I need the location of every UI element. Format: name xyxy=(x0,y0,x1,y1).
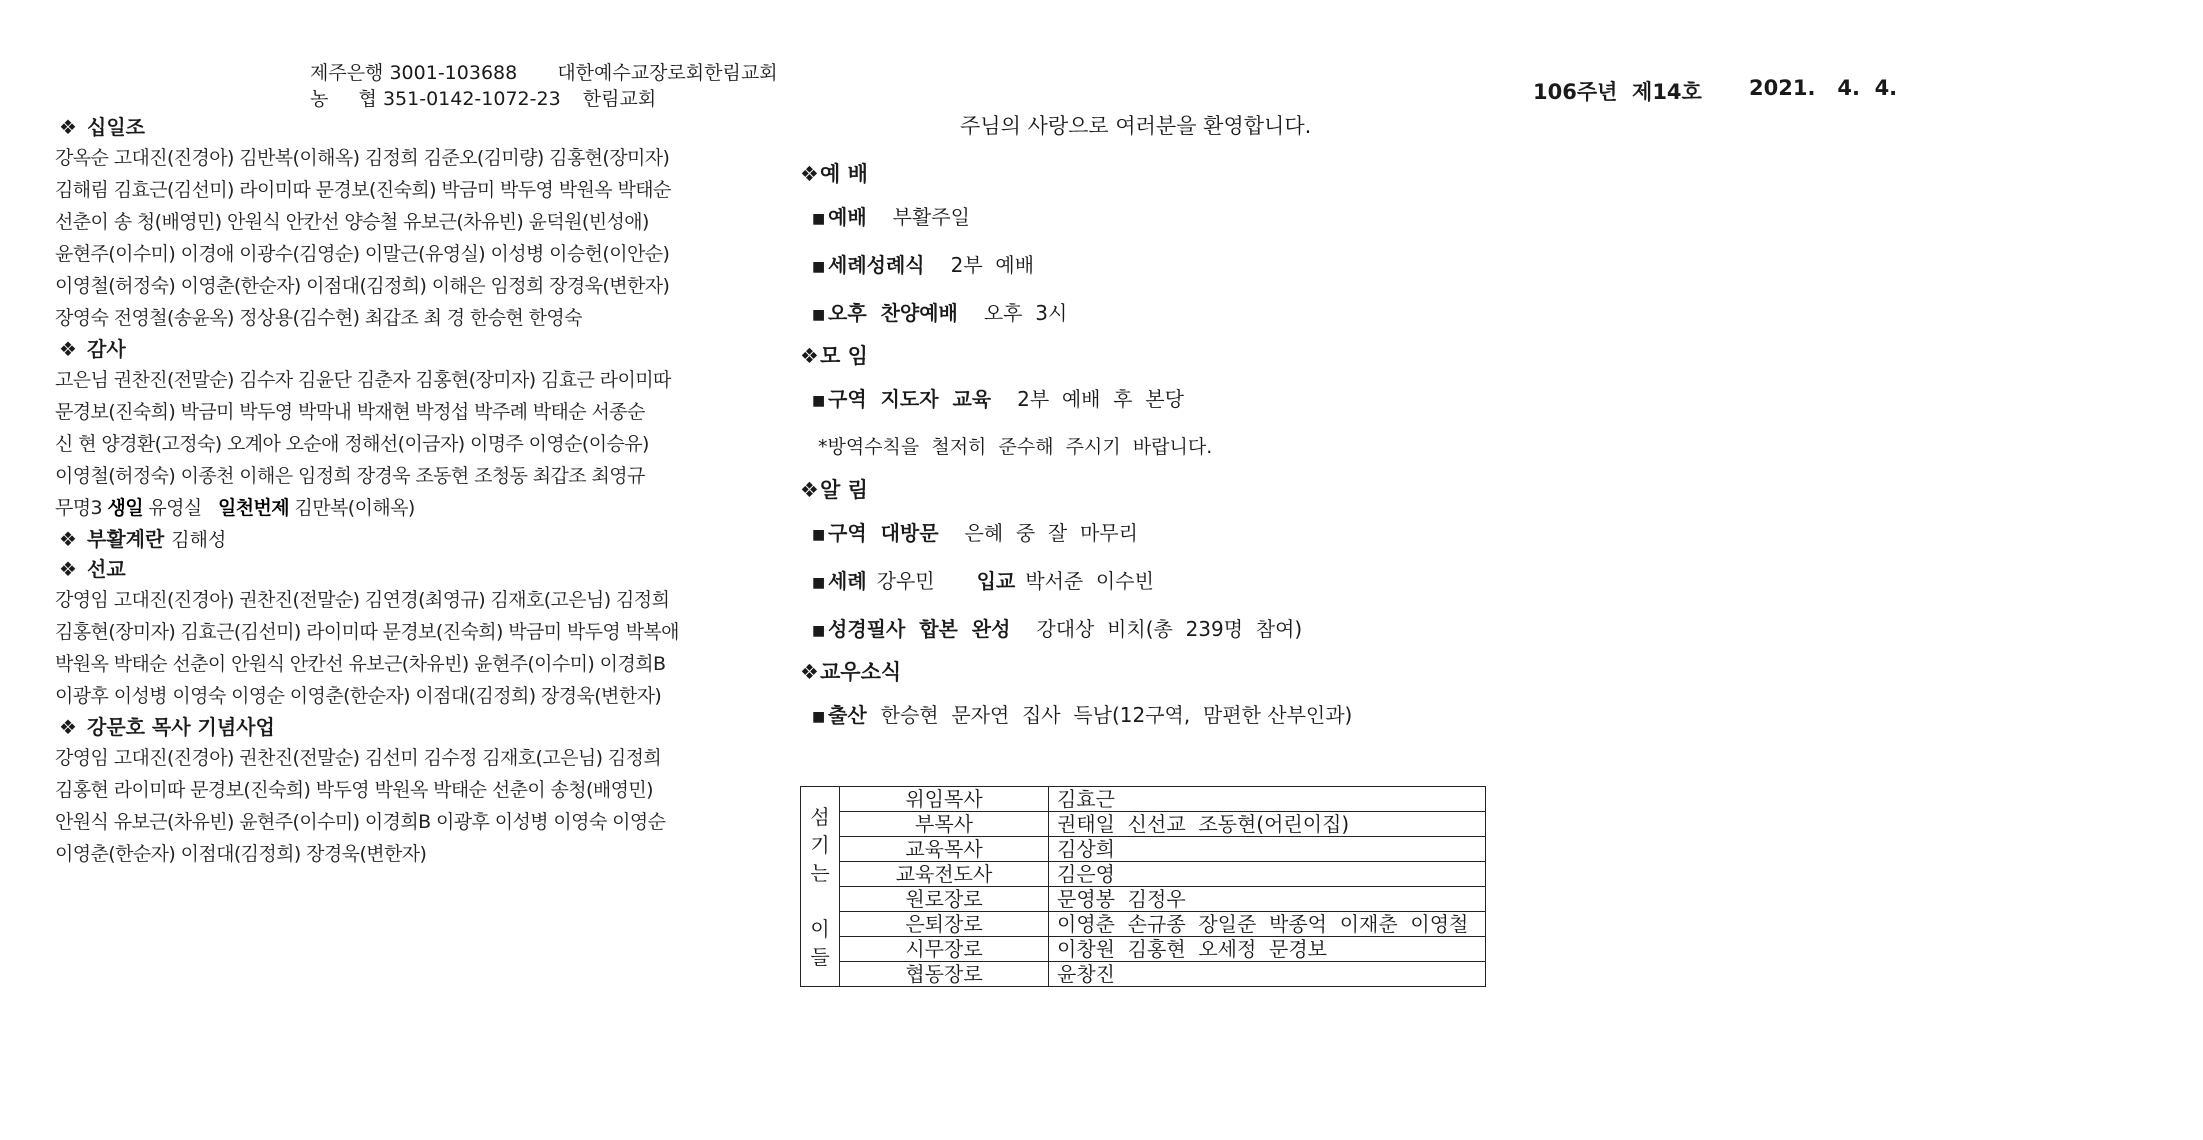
square-bullet-icon: ■ xyxy=(812,526,826,543)
staff-names: 김은영 xyxy=(1049,862,1486,887)
diamond-bullet-icon: ❖ xyxy=(59,337,77,361)
birthday-label: 생일 xyxy=(107,497,143,519)
table-row xyxy=(801,887,1486,912)
list-item: 문경보(진숙희) 박금미 박두영 박막내 박재현 박정섭 박주례 박태순 서종순 xyxy=(55,401,645,423)
section-tithe-title: ❖ 십일조 xyxy=(55,112,715,142)
staff-role: 시무장로 xyxy=(840,937,1049,962)
section-meeting-title: ❖모 임 xyxy=(800,337,1560,375)
section-easter-title: ❖ 부활계란 김해성 xyxy=(55,524,715,554)
list-item: ■ 세례성례식 2부 예배 xyxy=(800,241,1560,289)
table-row xyxy=(801,812,1486,837)
staff-names: 김상희 xyxy=(1049,837,1486,862)
staff-names: 이창원 김홍현 오세정 문경보 xyxy=(1049,937,1486,962)
list-item: 이영춘(한순자) 이점대(김정희) 장경욱(변한자) xyxy=(55,843,427,865)
list-item: 신 현 양경환(고정숙) 오계아 오순애 정해선(이금자) 이명주 이영순(이승유) xyxy=(55,433,649,455)
square-bullet-icon: ■ xyxy=(812,708,826,725)
square-bullet-icon: ■ xyxy=(812,574,826,591)
list-item: ■ 오후 찬양예배 오후 3시 xyxy=(800,289,1560,337)
diamond-bullet-icon: ❖ xyxy=(59,527,77,551)
bank-line-nonghyup xyxy=(310,86,778,112)
bank-name: 제주은행 xyxy=(310,62,384,84)
list-item: 선춘이 송 청(배영민) 안원식 안칸선 양승철 유보근(차유빈) 윤덕원(빈성애) xyxy=(55,211,649,233)
list-item: 강영임 고대진(진경아) 권찬진(전말순) 김연경(최영규) 김재호(고은님) 김정희 xyxy=(55,589,670,611)
list-item: 박원옥 박태순 선춘이 안원식 안칸선 유보근(차유빈) 윤현주(이수미) 이경희B xyxy=(55,653,666,675)
staff-role: 위임목사 xyxy=(840,787,1049,812)
staff-role: 협동장로 xyxy=(840,962,1049,987)
list-item: 김홍현(장미자) 김효근(김선미) 라이미따 문경보(진숙희) 박금미 박두영 박복애 xyxy=(55,621,679,643)
issue-number: 106주년 제14호 xyxy=(1533,80,1702,104)
bank-holder: 대한예수교장로회한림교회 xyxy=(557,62,778,84)
table-row xyxy=(801,962,1486,987)
diamond-bullet-icon: ❖ xyxy=(800,478,819,502)
staff-role: 부목사 xyxy=(840,812,1049,837)
square-bullet-icon: ■ xyxy=(812,622,826,639)
bank-line-jeju xyxy=(310,60,778,86)
table-row xyxy=(801,862,1486,887)
list-item: 이영철(허정숙) 이종천 이해은 임정희 장경욱 조동현 조청동 최갑조 최영규 xyxy=(55,465,645,487)
list-item: 윤현주(이수미) 이경애 이광수(김영순) 이말근(유영실) 이성병 이승헌(이안순) xyxy=(55,243,670,265)
list-item: 고은님 권찬진(전말순) 김수자 김윤단 김춘자 김홍현(장미자) 김효근 라이미따 xyxy=(55,369,671,391)
list-item: 김홍현 라이미따 문경보(진숙희) 박두영 박원옥 박태순 선춘이 송청(배영민) xyxy=(55,779,653,801)
diamond-bullet-icon: ❖ xyxy=(800,344,819,368)
section-mission-title: ❖ 선교 xyxy=(55,554,715,584)
list-item: ■ 구역 대방문 은혜 중 잘 마무리 xyxy=(800,509,1560,557)
staff-names: 문영봉 김정우 xyxy=(1049,887,1486,912)
section-news-title: ❖교우소식 xyxy=(800,653,1560,691)
staff-role: 원로장로 xyxy=(840,887,1049,912)
staff-role: 은퇴장로 xyxy=(840,912,1049,937)
list-item: ■ 성경필사 합본 완성 강대상 비치(총 239명 참여) xyxy=(800,605,1560,653)
square-bullet-icon: ■ xyxy=(812,392,826,409)
diamond-bullet-icon: ❖ xyxy=(800,660,819,684)
table-row xyxy=(801,912,1486,937)
square-bullet-icon: ■ xyxy=(812,210,826,227)
diamond-bullet-icon: ❖ xyxy=(59,715,77,739)
staff-names: 김효근 xyxy=(1049,787,1486,812)
list-item: ■ 세례 강우민 입교 박서준 이수빈 xyxy=(800,557,1560,605)
bank-name: 농 협 xyxy=(310,88,377,110)
list-item: 장영숙 전영철(송윤옥) 정상용(김수현) 최갑조 최 경 한승현 한영숙 xyxy=(55,307,582,329)
diamond-bullet-icon: ❖ xyxy=(800,162,819,186)
bank-account: 351-0142-1072-23 xyxy=(382,88,561,110)
staff-names: 윤창진 xyxy=(1049,962,1486,987)
bank-account: 3001-103688 xyxy=(389,62,518,84)
list-item: 이영철(허정숙) 이영춘(한순자) 이점대(김정희) 이해은 임정희 장경욱(변한자) xyxy=(55,275,670,297)
section-notice-title: ❖알 림 xyxy=(800,471,1560,509)
section-memorial-title: ❖ 강문호 목사 기념사업 xyxy=(55,712,715,742)
issue-date: 2021. 4. 4. xyxy=(1749,76,1898,100)
staff-table xyxy=(800,786,1486,987)
staff-names: 권태일 신선교 조동현(어린이집) xyxy=(1049,812,1486,837)
staff-names: 이영춘 손규종 장일준 박종억 이재춘 이영철 xyxy=(1049,912,1486,937)
diamond-bullet-icon: ❖ xyxy=(59,557,77,581)
list-item: 이광후 이성병 이영숙 이영순 이영춘(한순자) 이점대(김정희) 장경욱(변한자) xyxy=(55,685,662,707)
table-row xyxy=(801,937,1486,962)
firstborn-label: 일천번제 xyxy=(218,497,290,519)
table-row xyxy=(801,837,1486,862)
staff-side-label: 섬 기 는 이 들 xyxy=(801,787,840,987)
list-item: 강옥순 고대진(진경아) 김반복(이해옥) 김정희 김준오(김미량) 김홍현(장미자) xyxy=(55,147,670,169)
list-item: ■ 구역 지도자 교육 2부 예배 후 본당 xyxy=(800,375,1560,423)
section-thanks-title: ❖ 감사 xyxy=(55,334,715,364)
list-item: 강영임 고대진(진경아) 권찬진(전말순) 김선미 김수정 김재호(고은님) 김정희 xyxy=(55,747,662,769)
diamond-bullet-icon: ❖ xyxy=(59,115,77,139)
list-item: 김해림 김효근(김선미) 라이미따 문경보(진숙희) 박금미 박두영 박원옥 박태순 xyxy=(55,179,671,201)
offering-list xyxy=(55,112,715,870)
list-item: ■ 예배 부활주일 xyxy=(800,193,1560,241)
list-item: 무명3 생일 유영실 일천번제 김만복(이해옥) xyxy=(55,497,415,519)
bank-info xyxy=(310,60,778,112)
table-row xyxy=(801,787,1486,812)
section-worship-title: ❖예 배 xyxy=(800,155,1560,193)
bank-holder: 한림교회 xyxy=(582,88,657,110)
staff-role: 교육목사 xyxy=(840,837,1049,862)
staff-role: 교육전도사 xyxy=(840,862,1049,887)
list-item: ■ 출산 한승현 문자연 집사 득남(12구역, 맘편한 산부인과) xyxy=(800,691,1560,739)
notice-note: *방역수칙을 철저히 준수해 주시기 바랍니다. xyxy=(818,436,1213,458)
square-bullet-icon: ■ xyxy=(812,306,826,323)
announcements xyxy=(800,155,1560,739)
welcome-text: 주님의 사랑으로 여러분을 환영합니다. xyxy=(960,114,1312,138)
list-item: 안원식 유보근(차유빈) 윤현주(이수미) 이경희B 이광후 이성병 이영숙 이영순 xyxy=(55,811,666,833)
square-bullet-icon: ■ xyxy=(812,258,826,275)
